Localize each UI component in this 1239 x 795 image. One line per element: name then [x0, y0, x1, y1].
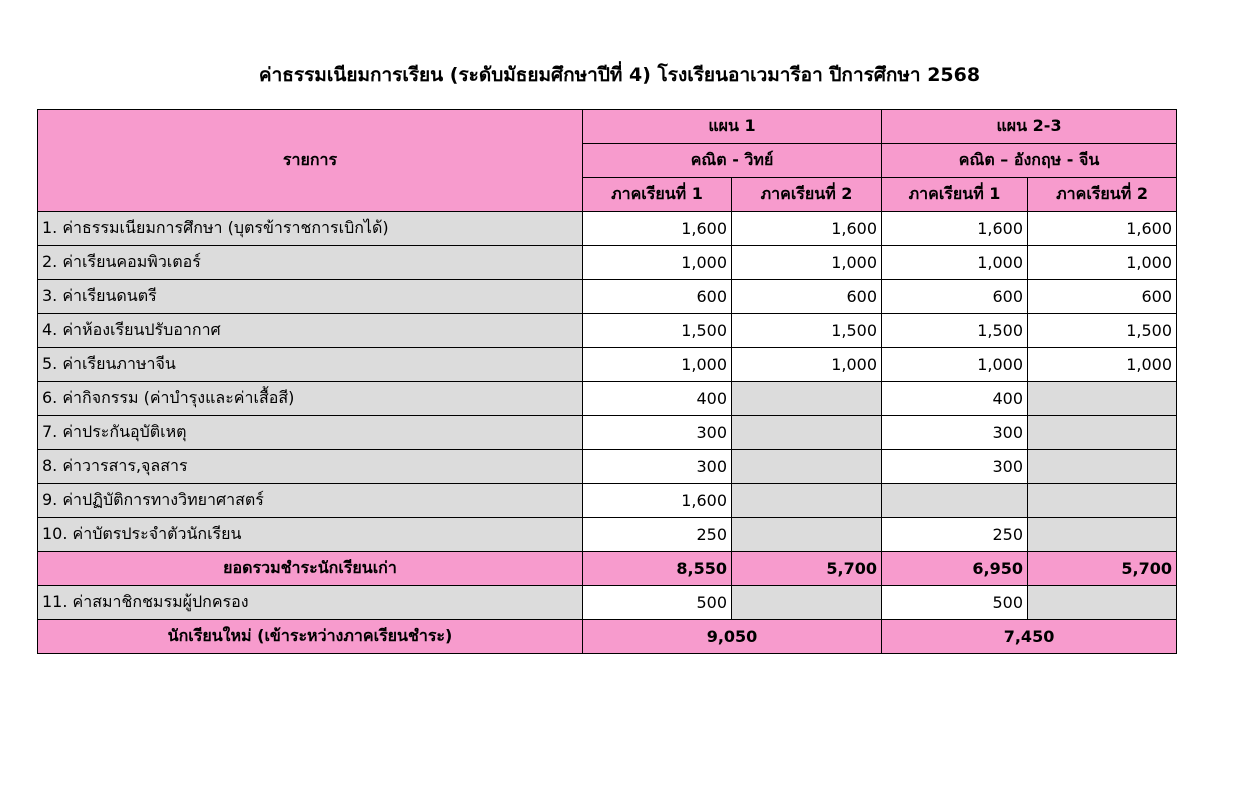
row-value — [1028, 450, 1177, 484]
row-value — [1028, 484, 1177, 518]
row-value: 1,000 — [583, 348, 732, 382]
row-value: 1,000 — [732, 348, 882, 382]
header-item: รายการ — [38, 110, 583, 212]
row-value: 250 — [583, 518, 732, 552]
page-title: ค่าธรรมเนียมการเรียน (ระดับมัธยมศึกษาปีที่ 4) โรงเรียนอาเวมารีอา ปีการศึกษา 2568 — [258, 64, 981, 86]
total-old-label: ยอดรวมชำระนักเรียนเก่า — [38, 552, 583, 586]
total-new-label: นักเรียนใหม่ (เข้าระหว่างภาคเรียนชำระ) — [38, 620, 583, 654]
row-value: 600 — [583, 280, 732, 314]
row-value: 1,000 — [882, 348, 1028, 382]
table-row — [38, 314, 1177, 348]
row-value: 1,600 — [1028, 212, 1177, 246]
fee-table — [37, 109, 1177, 654]
row-value: 300 — [583, 450, 732, 484]
table-row — [38, 484, 1177, 518]
total-old-value: 6,950 — [882, 552, 1028, 586]
row-value: 500 — [583, 586, 732, 620]
row-value: 1,000 — [1028, 246, 1177, 280]
row-value: 1,500 — [882, 314, 1028, 348]
row-label: 10. ค่าบัตรประจำตัวนักเรียน — [38, 518, 583, 552]
header-plan1: แผน 1 — [583, 110, 882, 144]
row-value — [1028, 518, 1177, 552]
total-old-row — [38, 552, 1177, 586]
table-row — [38, 518, 1177, 552]
row-value: 400 — [583, 382, 732, 416]
header-plan1-term2: ภาคเรียนที่ 2 — [732, 178, 882, 212]
row-value — [732, 518, 882, 552]
row-label: 2. ค่าเรียนคอมพิวเตอร์ — [38, 246, 583, 280]
row-label: 9. ค่าปฏิบัติการทางวิทยาศาสตร์ — [38, 484, 583, 518]
row-value: 300 — [882, 450, 1028, 484]
row-label: 7. ค่าประกันอุบัติเหตุ — [38, 416, 583, 450]
row-value: 1,500 — [732, 314, 882, 348]
row-label: 6. ค่ากิจกรรม (ค่าบำรุงและค่าเสื้อสี) — [38, 382, 583, 416]
row-value: 1,600 — [732, 212, 882, 246]
header-plan1-term1: ภาคเรียนที่ 1 — [583, 178, 732, 212]
row-label: 4. ค่าห้องเรียนปรับอากาศ — [38, 314, 583, 348]
row-value — [1028, 586, 1177, 620]
row-value — [732, 586, 882, 620]
header-plan2-sub: คณิต – อังกฤษ - จีน — [882, 144, 1177, 178]
total-old-value: 5,700 — [1028, 552, 1177, 586]
row-value — [1028, 382, 1177, 416]
total-old-value: 8,550 — [583, 552, 732, 586]
row-value: 1,600 — [583, 212, 732, 246]
row-value: 1,600 — [882, 212, 1028, 246]
row-label: 8. ค่าวารสาร,จุลสาร — [38, 450, 583, 484]
header-plan2-term1: ภาคเรียนที่ 1 — [882, 178, 1028, 212]
table-row — [38, 416, 1177, 450]
row-value — [732, 450, 882, 484]
header-plan1-sub: คณิต - วิทย์ — [583, 144, 882, 178]
row-label: 11. ค่าสมาชิกชมรมผู้ปกครอง — [38, 586, 583, 620]
row-value: 400 — [882, 382, 1028, 416]
total-new-plan2: 7,450 — [882, 620, 1177, 654]
table-row — [38, 212, 1177, 246]
row-value: 250 — [882, 518, 1028, 552]
row-value: 300 — [882, 416, 1028, 450]
row-label: 1. ค่าธรรมเนียมการศึกษา (บุตรข้าราชการเบิกได้) — [38, 212, 583, 246]
table-row — [38, 450, 1177, 484]
row-value: 1,000 — [1028, 348, 1177, 382]
row-value — [732, 382, 882, 416]
row-value: 1,000 — [732, 246, 882, 280]
row-label: 5. ค่าเรียนภาษาจีน — [38, 348, 583, 382]
row-label: 3. ค่าเรียนดนตรี — [38, 280, 583, 314]
table-row — [38, 280, 1177, 314]
row-value: 1,600 — [583, 484, 732, 518]
row-value: 600 — [1028, 280, 1177, 314]
total-old-value: 5,700 — [732, 552, 882, 586]
row-value: 1,000 — [583, 246, 732, 280]
header-plan2-term2: ภาคเรียนที่ 2 — [1028, 178, 1177, 212]
row-value — [882, 484, 1028, 518]
row-value — [1028, 416, 1177, 450]
row-value: 1,500 — [583, 314, 732, 348]
row-value: 1,500 — [1028, 314, 1177, 348]
header-row-plan — [38, 110, 1177, 144]
total-new-row — [38, 620, 1177, 654]
row-value: 300 — [583, 416, 732, 450]
header-plan2: แผน 2-3 — [882, 110, 1177, 144]
table-row — [38, 586, 1177, 620]
row-value: 600 — [882, 280, 1028, 314]
row-value: 500 — [882, 586, 1028, 620]
row-value: 600 — [732, 280, 882, 314]
table-row — [38, 348, 1177, 382]
table-row — [38, 382, 1177, 416]
table-row — [38, 246, 1177, 280]
total-new-plan1: 9,050 — [583, 620, 882, 654]
row-value — [732, 484, 882, 518]
row-value: 1,000 — [882, 246, 1028, 280]
row-value — [732, 416, 882, 450]
